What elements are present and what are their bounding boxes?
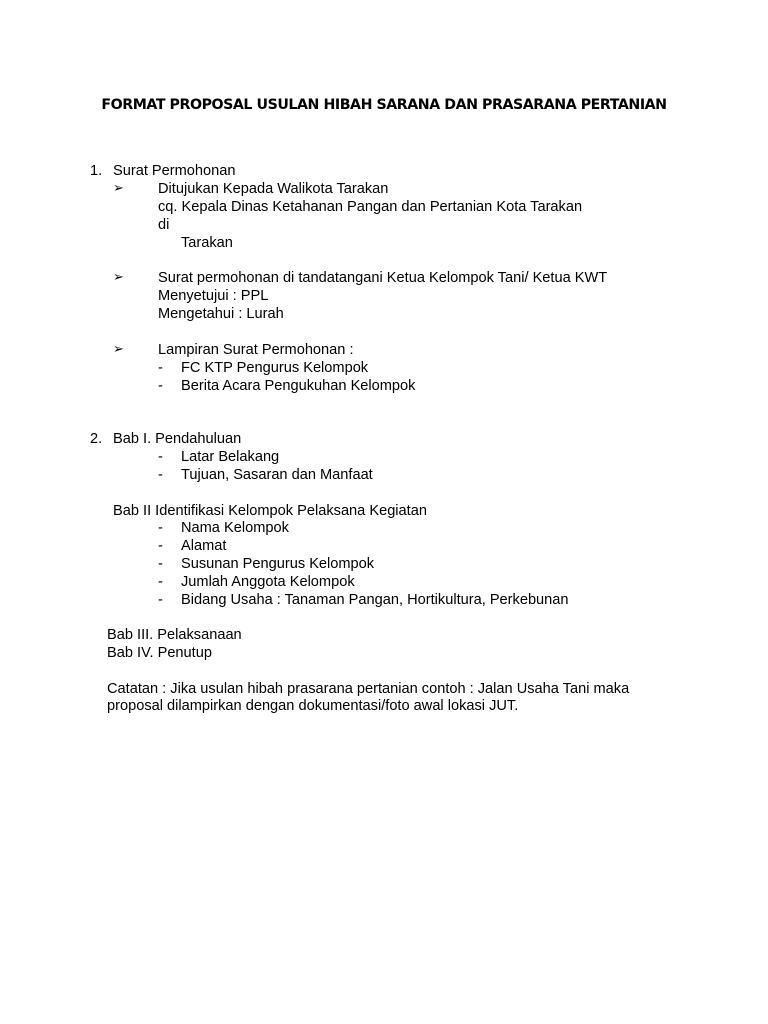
- section-1-number: 1.: [90, 163, 103, 179]
- attachments-heading: Lampiran Surat Permohonan :: [158, 342, 354, 358]
- bab-4-heading: Bab IV. Penutup: [107, 645, 212, 661]
- list-item: Jumlah Anggota Kelompok: [181, 574, 355, 590]
- document-title: FORMAT PROPOSAL USULAN HIBAH SARANA DAN PRASARANA PERTANIAN: [101, 97, 667, 113]
- signature-line: Menyetujui : PPL: [158, 288, 269, 304]
- signature-line: Mengetahui : Lurah: [158, 306, 284, 322]
- signature-line: Surat permohonan di tandatangani Ketua Kelompok Tani/ Ketua KWT: [158, 270, 608, 286]
- dash-bullet: -: [158, 449, 163, 465]
- dash-bullet: -: [158, 538, 163, 554]
- dash-bullet: -: [158, 574, 163, 590]
- dash-bullet: -: [158, 378, 163, 394]
- addressee-line: cq. Kepala Dinas Ketahanan Pangan dan Pertanian Kota Tarakan: [158, 199, 583, 215]
- list-item: Berita Acara Pengukuhan Kelompok: [181, 378, 416, 394]
- dash-bullet: -: [158, 520, 163, 536]
- section-1-heading: Surat Permohonan: [113, 163, 236, 179]
- arrow-bullet-icon: ➢: [113, 269, 124, 284]
- section-2-number: 2.: [90, 431, 103, 447]
- dash-bullet: -: [158, 467, 163, 483]
- bab-1-heading: Bab I. Pendahuluan: [113, 431, 242, 447]
- bab-2-heading: Bab II Identifikasi Kelompok Pelaksana Kegiatan: [113, 503, 427, 519]
- list-item: Tujuan, Sasaran dan Manfaat: [181, 467, 373, 483]
- list-item: Bidang Usaha : Tanaman Pangan, Hortikultura, Perkebunan: [181, 592, 569, 608]
- addressee-line: Ditujukan Kepada Walikota Tarakan: [158, 181, 389, 197]
- list-item: Nama Kelompok: [181, 520, 289, 536]
- note-line: proposal dilampirkan dengan dokumentasi/foto awal lokasi JUT.: [107, 698, 519, 714]
- bab-3-heading: Bab III. Pelaksanaan: [107, 627, 242, 643]
- dash-bullet: -: [158, 556, 163, 572]
- dash-bullet: -: [158, 360, 163, 376]
- list-item: Latar Belakang: [181, 449, 280, 465]
- list-item: Susunan Pengurus Kelompok: [181, 556, 375, 572]
- dash-bullet: -: [158, 592, 163, 608]
- addressee-line: Tarakan: [181, 235, 233, 251]
- arrow-bullet-icon: ➢: [113, 341, 124, 356]
- addressee-line: di: [158, 217, 170, 233]
- list-item: FC KTP Pengurus Kelompok: [181, 360, 369, 376]
- arrow-bullet-icon: ➢: [113, 180, 124, 195]
- list-item: Alamat: [181, 538, 227, 554]
- note-line: Catatan : Jika usulan hibah prasarana pertanian contoh : Jalan Usaha Tani maka: [107, 681, 630, 697]
